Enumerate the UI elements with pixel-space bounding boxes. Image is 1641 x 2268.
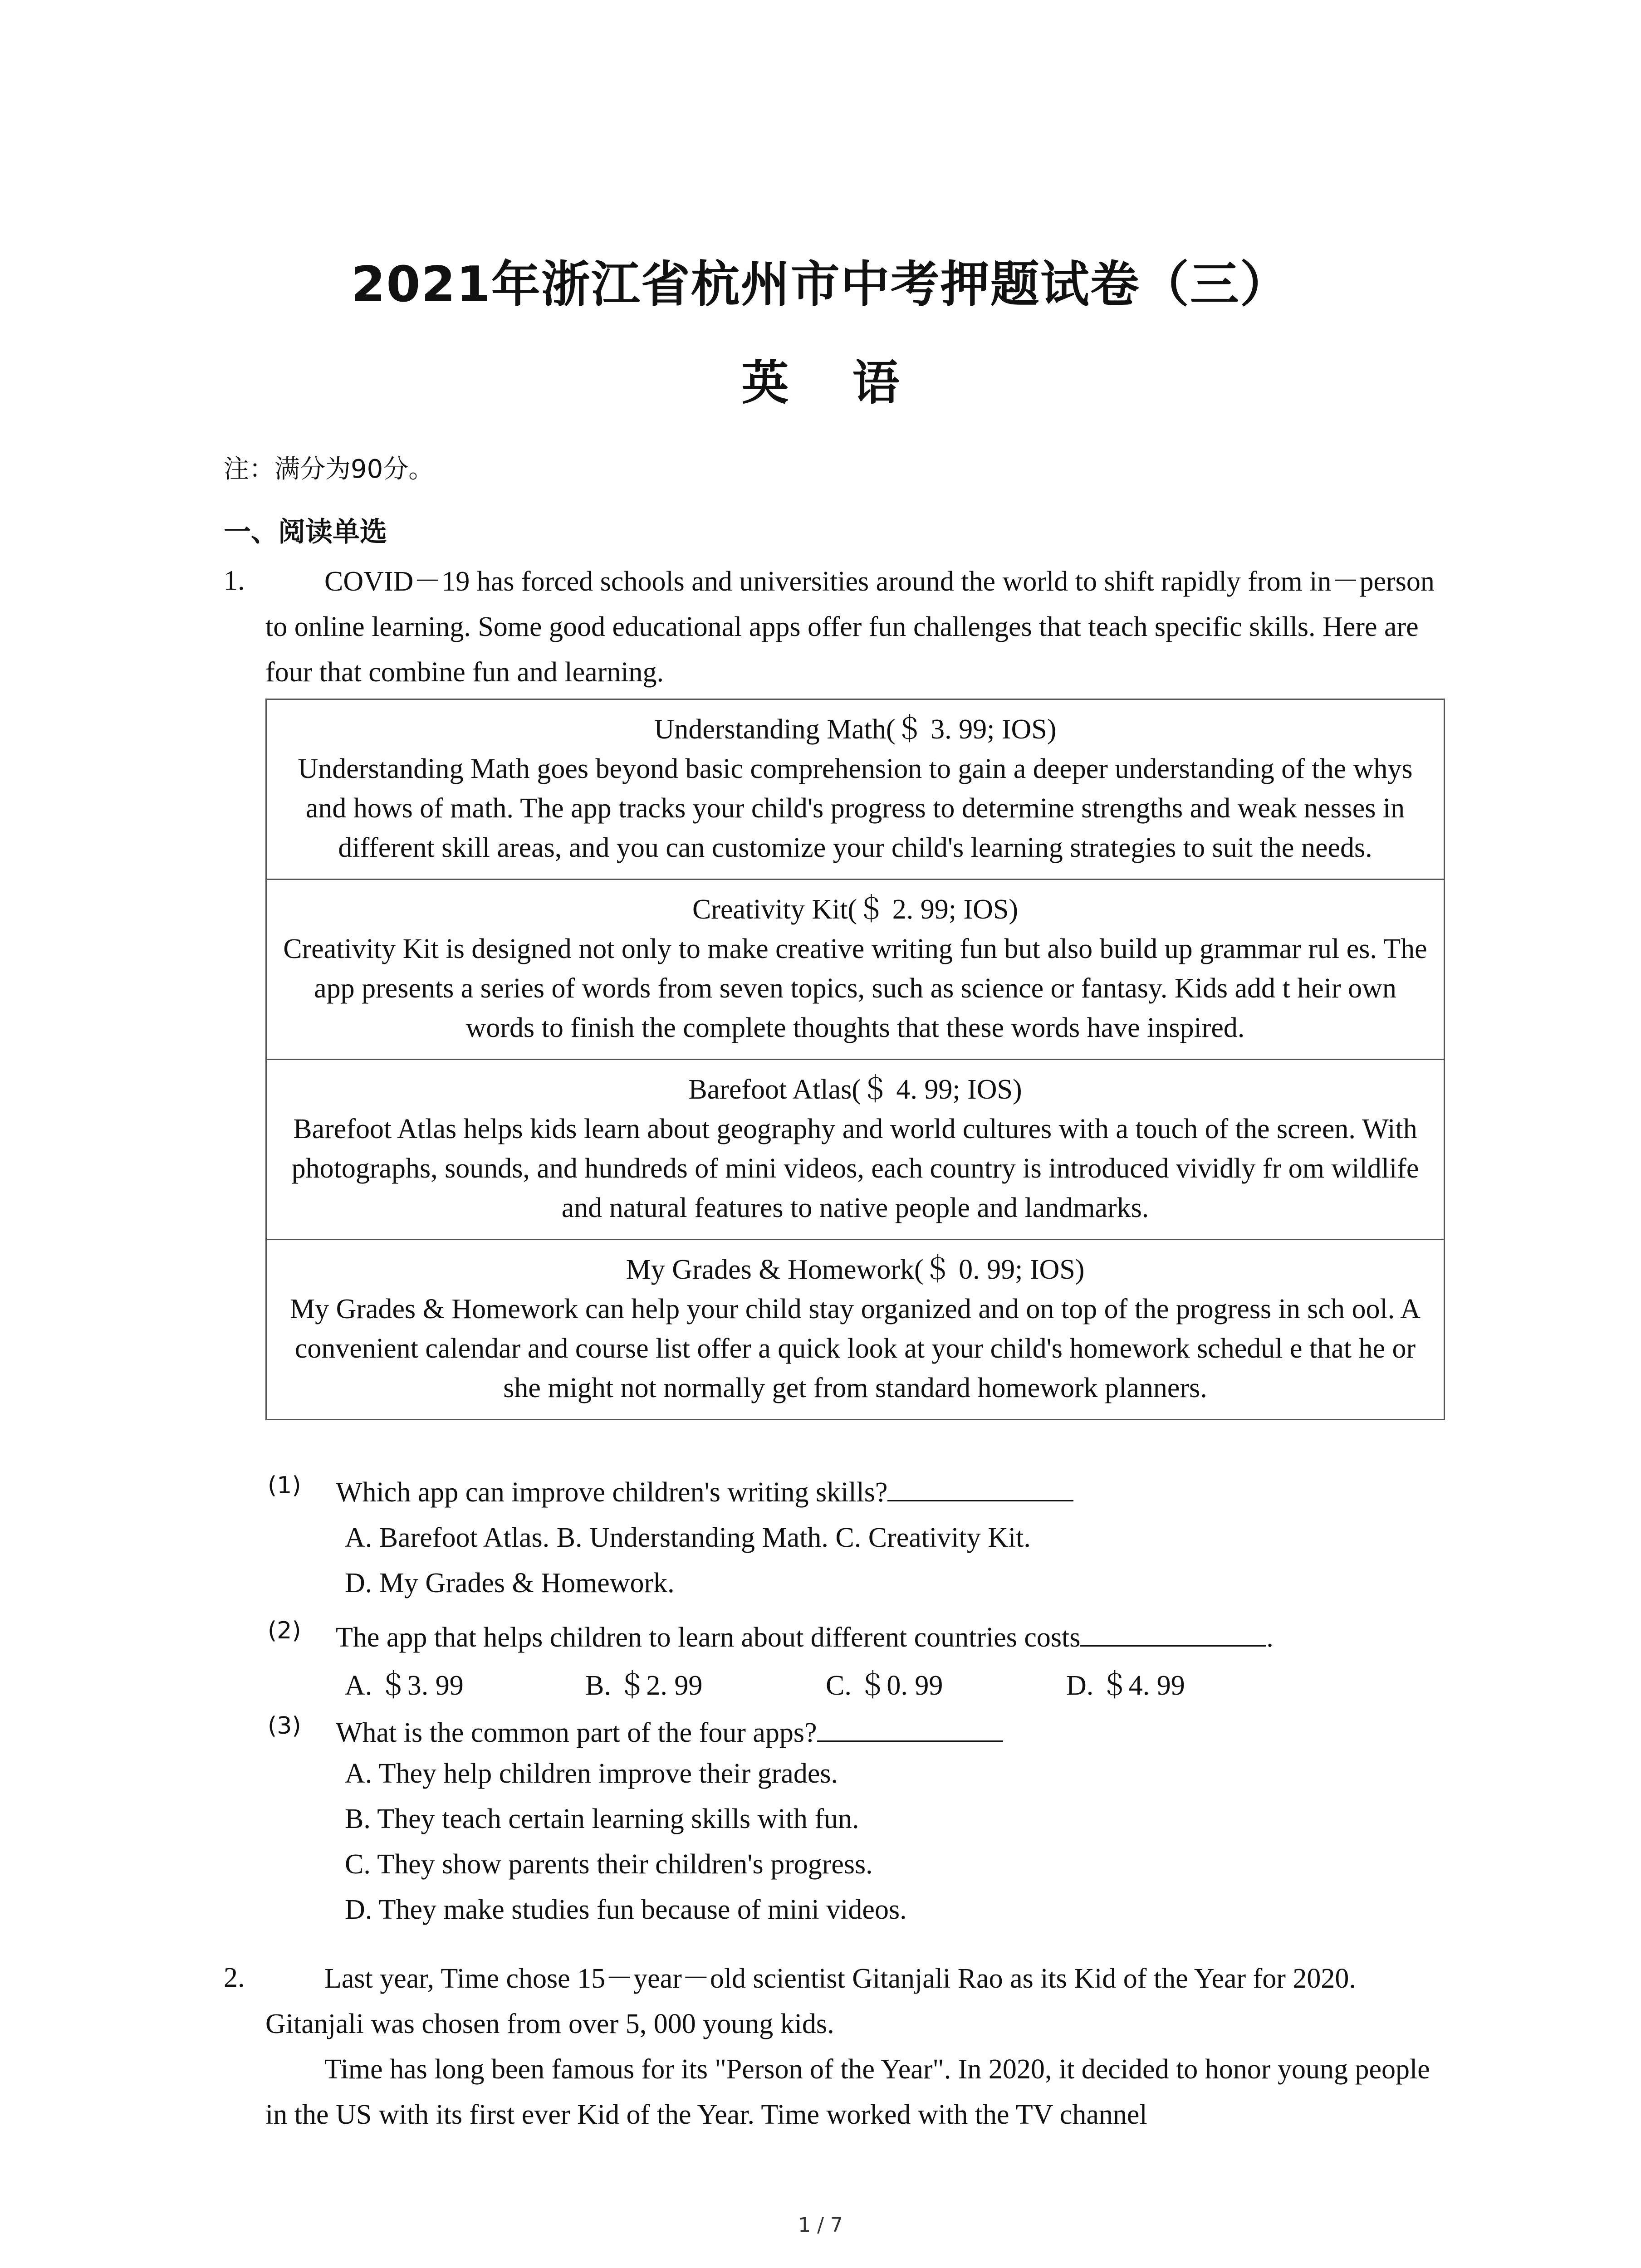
subquestion-stem	[336, 1615, 1274, 1660]
app-title: Creativity Kit(＄ 2. 99; IOS)	[692, 894, 1019, 925]
app-cell	[266, 699, 1445, 880]
option-a[interactable]: A. They help children improve their grades.	[345, 1758, 838, 1789]
page-title: 2021年浙江省杭州市中考押题试卷（三）	[351, 256, 1290, 313]
option-d[interactable]: D. ＄4. 99	[1066, 1670, 1185, 1701]
option-d[interactable]: D. They make studies fun because of mini videos.	[345, 1894, 907, 1925]
app-row	[266, 1240, 1445, 1420]
apps-table	[265, 699, 1445, 1420]
subject-heading	[0, 345, 1641, 413]
subquestion-text: Which app can improve children's writing skills?	[336, 1477, 888, 1508]
app-cell	[266, 880, 1445, 1060]
option-b[interactable]: B. ＄2. 99	[585, 1670, 703, 1701]
app-description: Understanding Math goes beyond basic comprehension to gain a deeper understanding of the whys and hows of math. The app tracks your child's progress to determine strengths and weak nesses in different skill areas, and you can customize your child's learning strategies to suit the needs.	[298, 753, 1413, 863]
subquestion-stem	[336, 1710, 1003, 1755]
app-description: My Grades & Homework can help your child stay organized and on top of the progress in sch ool. A convenient calendar and course list offer a quick look at your child's homework schedul e that he or she might not normally get from standard homework planners.	[289, 1294, 1421, 1403]
option-line[interactable]: D. My Grades & Homework.	[345, 1568, 675, 1598]
subquestion-tail: .	[1266, 1622, 1274, 1653]
app-cell	[266, 1060, 1445, 1240]
app-description: Barefoot Atlas helps kids learn about geography and world cultures with a touch of the screen. With photographs, sounds, and hundreds of mini videos, each country is introduced vividly fr om wildlife and natural features to native people and landmarks.	[291, 1114, 1419, 1223]
subquestion-stem	[336, 1470, 1073, 1515]
question-1-number: 1.	[224, 565, 245, 596]
subject-char-1: 英	[741, 355, 789, 411]
option-line[interactable]: A. Barefoot Atlas. B. Understanding Math. C. Creativity Kit.	[345, 1522, 1031, 1553]
subquestion-text: The app that helps children to learn about different countries costs	[336, 1622, 1081, 1653]
app-description: Creativity Kit is designed not only to make creative writing fun but also build up grammar rul es. The app presents a series of words from seven topics, such as science or fantasy. Kids add t heir own words to finish the complete thoughts that these words have inspired.	[283, 934, 1427, 1043]
subquestion-number: (2)	[268, 1617, 301, 1644]
app-title: My Grades & Homework(＄ 0. 99; IOS)	[626, 1254, 1085, 1285]
option-b[interactable]: B. They teach certain learning skills with fun.	[345, 1804, 859, 1834]
section-heading: 一、阅读单选	[224, 516, 387, 548]
answer-blank[interactable]	[887, 1473, 1073, 1501]
question-2-paragraph-1: Last year, Time chose 15－year－old scientist Gitanjali Rao as its Kid of the Year for 2020. Gitanjali was chosen from over 5, 000 young kids.	[265, 1963, 1356, 2039]
option-a[interactable]: A. ＄3. 99	[345, 1670, 464, 1701]
subquestion-number: (3)	[268, 1712, 301, 1740]
page-number: 1 / 7	[798, 2214, 843, 2237]
app-row	[266, 1060, 1445, 1240]
answer-blank[interactable]	[1080, 1618, 1266, 1647]
question-1-passage: COVID－19 has forced schools and universities around the world to shift rapidly from in－person to online learning. Some good educational apps offer fun challenges that teach specific skills. Here are four that combine fun and learning.	[265, 566, 1435, 688]
answer-blank[interactable]	[817, 1713, 1003, 1742]
app-row	[266, 880, 1445, 1060]
app-cell	[266, 1240, 1445, 1420]
app-row	[266, 699, 1445, 880]
subquestion-text: What is the common part of the four apps?	[336, 1717, 817, 1748]
subject-char-2: 语	[852, 355, 900, 411]
score-note: 注：满分为90分。	[224, 455, 434, 484]
subquestion-number: (1)	[268, 1472, 301, 1499]
question-2-paragraph-2: Time has long been famous for its "Person of the Year". In 2020, it decided to honor young people in the US with its first ever Kid of the Year. Time worked with the TV channel	[265, 2054, 1430, 2130]
option-c[interactable]: C. They show parents their children's progress.	[345, 1849, 873, 1880]
app-title: Barefoot Atlas(＄ 4. 99; IOS)	[688, 1074, 1022, 1105]
question-2-number: 2.	[224, 1962, 245, 1993]
option-c[interactable]: C. ＄0. 99	[826, 1670, 943, 1701]
app-title: Understanding Math(＄ 3. 99; IOS)	[654, 714, 1057, 745]
